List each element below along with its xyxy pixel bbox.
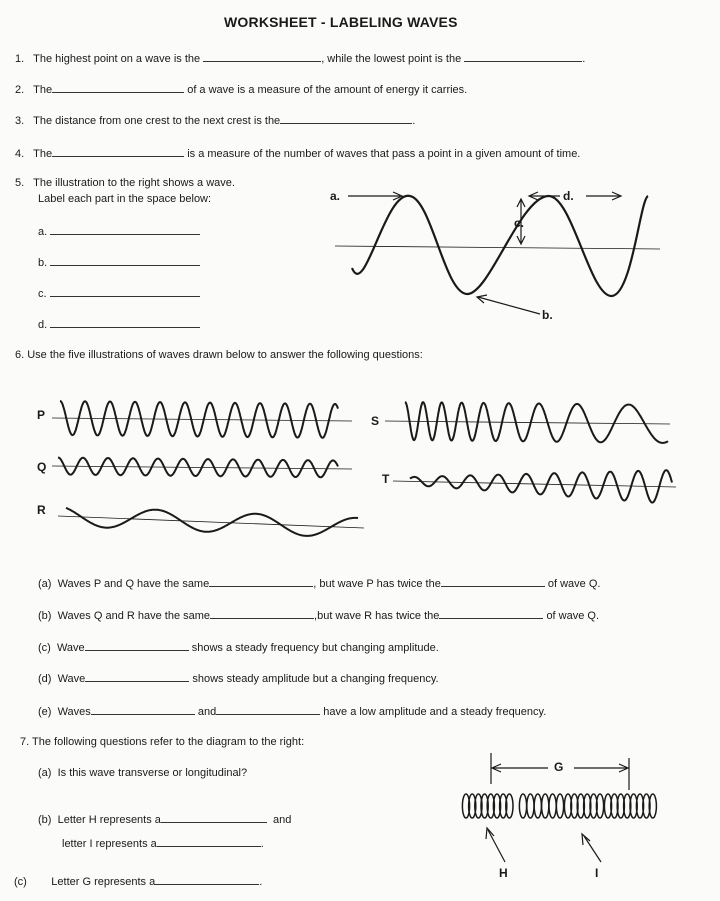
diagram-label-a: a. — [330, 189, 341, 203]
sub-question-number: (e) — [38, 706, 52, 718]
question-6-intro: 6. Use the five illustrations of waves drawn below to answer the following questions: — [15, 349, 423, 361]
question-text: have a low amplitude and a steady frequency. — [323, 706, 547, 718]
spring-coils — [462, 794, 656, 818]
wave-label-p: P — [37, 408, 46, 422]
question-text: The — [33, 84, 53, 96]
spring-coil — [519, 794, 526, 818]
diagram-label-i: I — [595, 866, 599, 880]
question-7-intro: 7. The following questions refer to the diagram to the right: — [20, 736, 305, 748]
question-text: Wave — [57, 673, 86, 685]
spring-coil — [556, 794, 563, 818]
question-text: Waves — [57, 706, 91, 718]
question-text: Waves Q and R have the same — [57, 610, 211, 622]
part-letter: b. — [38, 257, 48, 269]
question-text: The — [33, 148, 53, 160]
spring-coil — [534, 794, 541, 818]
question-text: Is this wave transverse or longitudinal? — [57, 767, 248, 779]
arrow-h-line — [488, 830, 505, 862]
question-text: shows a steady frequency but changing amplitude. — [191, 642, 439, 654]
question-text: and — [197, 706, 217, 718]
question-text: letter I represents a — [62, 838, 157, 850]
wave-label-q: Q — [37, 460, 47, 474]
question-text: of wave Q. — [546, 610, 600, 622]
question-number: 3. — [15, 115, 25, 127]
sub-question-number: (b) — [38, 814, 52, 826]
period: . — [582, 53, 586, 65]
spring-coil — [549, 794, 556, 818]
diagram-label-g: G — [554, 760, 564, 774]
question-text: Letter H represents a — [57, 814, 161, 826]
question-text: shows steady amplitude but a changing frequency. — [192, 673, 439, 685]
question-text: ,but wave R has twice the — [314, 610, 440, 622]
sub-question-number: (b) — [38, 610, 52, 622]
question-text: Letter G represents a — [51, 876, 156, 888]
part-letter: d. — [38, 319, 48, 331]
spring-coil — [542, 794, 549, 818]
worksheet-title: WORKSHEET - LABELING WAVES — [224, 14, 458, 30]
question-text: Waves P and Q have the same — [57, 578, 210, 590]
arrow-i-line — [584, 836, 601, 862]
question-text: of wave Q. — [547, 578, 601, 590]
diagram-label-h: H — [499, 866, 508, 880]
diagram-label-d: d. — [563, 189, 574, 203]
question-text: of a wave is a measure of the amount of energy it carries. — [187, 84, 468, 96]
sub-question-number: (d) — [38, 673, 52, 685]
question-number: 2. — [15, 84, 25, 96]
wave-label-t: T — [382, 472, 390, 486]
question-text: Wave — [56, 642, 85, 654]
part-letter: c. — [38, 288, 47, 300]
question-number: 4. — [15, 148, 25, 160]
period: . — [412, 115, 416, 127]
sub-question-number: (c) — [38, 642, 51, 654]
question-text: The highest point on a wave is the — [33, 53, 201, 65]
question-text: and — [273, 814, 292, 826]
wave-label-r: R — [37, 503, 46, 517]
question-text: , while the lowest point is the — [321, 53, 462, 65]
sub-question-number: (a) — [38, 578, 52, 590]
question-text: The illustration to the right shows a wave. — [33, 177, 235, 189]
diagram-label-c: c. — [514, 216, 525, 230]
wave-label-s: S — [371, 414, 380, 428]
sub-question-number: (c) — [14, 876, 27, 888]
question-text: The distance from one crest to the next crest is the — [33, 115, 281, 127]
part-letter: a. — [38, 226, 48, 238]
period: . — [259, 876, 263, 888]
spring-coil — [527, 794, 534, 818]
sub-question-number: (a) — [38, 767, 52, 779]
period: . — [260, 838, 264, 850]
question-text: is a measure of the number of waves that pass a point in a given amount of time. — [187, 148, 581, 160]
question-number: 5. — [15, 177, 25, 189]
diagram-label-b: b. — [542, 308, 553, 322]
question-text: , but wave P has twice the — [313, 578, 441, 590]
question-5-line-2: Label each part in the space below: — [38, 193, 212, 205]
question-number: 1. — [15, 53, 25, 65]
